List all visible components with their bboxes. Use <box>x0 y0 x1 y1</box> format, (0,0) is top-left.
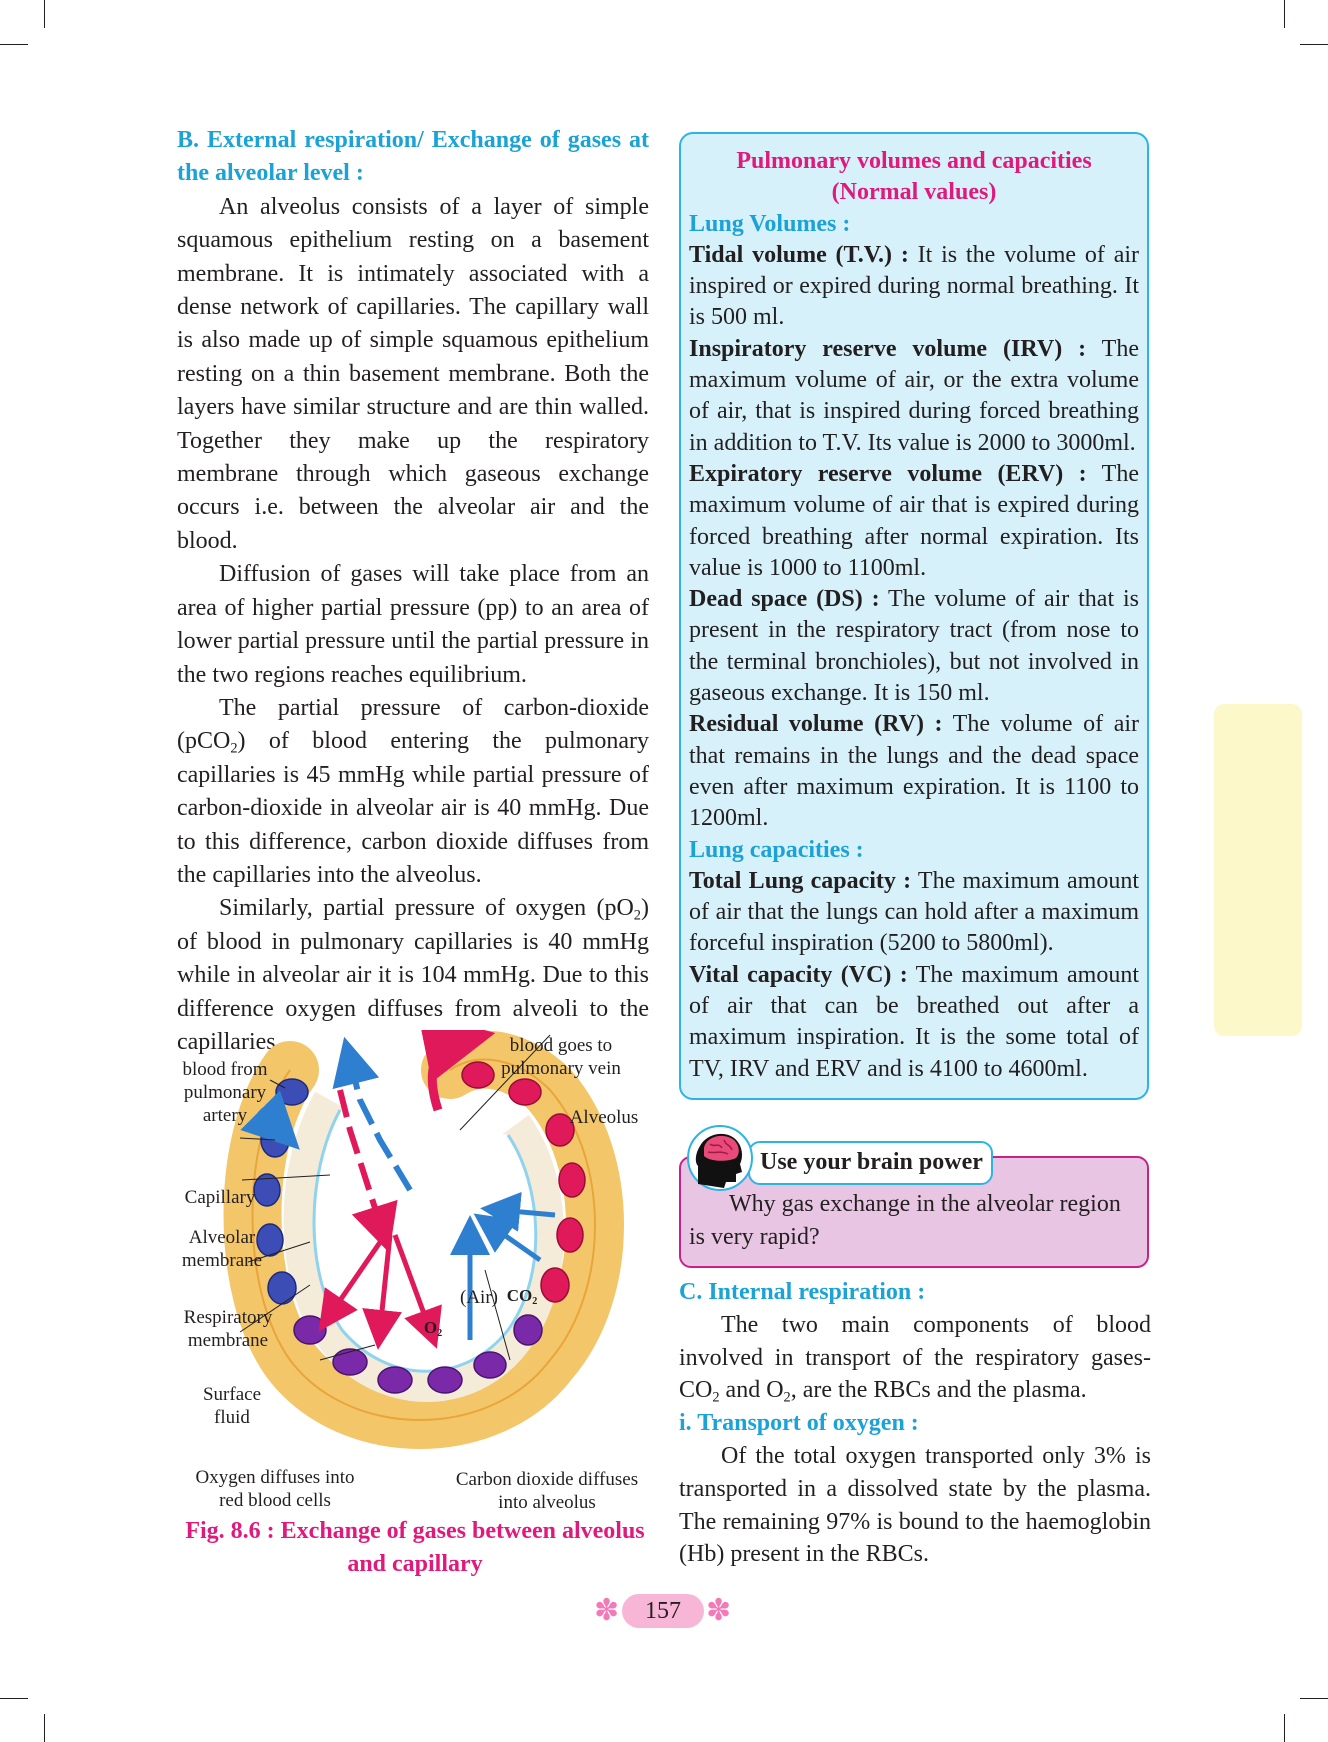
label-o2: $O_2$ <box>423 1318 443 1340</box>
definition-dead-space: Dead space (DS) : The volume of air that is present in the respiratory tract (from nose to the terminal bronchioles), but not involved in gaseous exchange. It is 150 ml. <box>689 586 1140 707</box>
label-surface-fluid: Surface fluid <box>202 1384 262 1428</box>
flower-ornament-icon: ✽ <box>594 1594 620 1627</box>
section-heading-b: B. External respiration/ Exchange of gases at the alveolar level : <box>177 127 649 187</box>
definition-residual-volume: Residual volume (RV) : The volume of air that remains in the lungs and the dead space even after maximum expiration. It is 1100 to 1200ml. <box>689 711 1140 832</box>
section-heading-transport-oxygen: i. Transport of oxygen : <box>679 1410 919 1437</box>
paragraph: The two main components of blood involved in transport of the respiratory gases- $CO_2$ and $O_2$, are the RBCs and the plasma. <box>679 1311 1151 1406</box>
label-oxygen-diffuses: Oxygen diffuses into red blood cells <box>195 1467 355 1511</box>
brain-head-icon <box>684 1122 754 1192</box>
section-heading-c: C. Internal respiration : <box>679 1279 926 1305</box>
rbc <box>559 1163 585 1197</box>
crop-mark <box>0 1698 28 1699</box>
paragraph: Diffusion of gases will take place from an area of higher partial pressure (pp) to an area of lower partial pressure until the partial pressure in the two regions reaches equilibrium. <box>177 561 649 688</box>
rbc <box>462 1062 494 1088</box>
rbc <box>333 1349 367 1375</box>
rbc <box>268 1272 296 1304</box>
crop-mark <box>1300 44 1328 45</box>
rbc <box>514 1315 542 1345</box>
crop-mark <box>44 0 45 28</box>
rbc <box>294 1316 326 1344</box>
subheading-lung-volumes: Lung Volumes : <box>689 210 851 237</box>
definition-irv: Inspiratory reserve volume (IRV) : The maximum volume of air, or the extra volume of air, that is inspired during forced breathing in addition to T.V. Its value is 2000 to 3000ml. <box>689 335 1139 456</box>
definition-erv: Expiratory reserve volume (ERV) : The maximum volume of air that is expired during forced breathing after normal expiration. Its value is 1000 to 1100ml. <box>689 460 1139 581</box>
rbc <box>378 1367 412 1393</box>
definition-total-lung-capacity: Total Lung capacity : The maximum amount of air that the lungs can hold after a maximum forceful inspiration (5200 to 5800ml). <box>689 867 1139 957</box>
rbc <box>474 1352 506 1378</box>
label-blood-goes: blood goes to pulmonary vein <box>501 1035 621 1079</box>
box-title: Pulmonary volumes and capacities (Normal values) <box>736 148 1092 206</box>
paragraph: The partial pressure of carbon-dioxide (pCO$_2$) of blood entering the pulmonary capillaries is 45 mmHg while partial pressure of carbon-dioxide in alveolar air is 40 mmHg. Due to this difference, carbon dioxide diffuses from the capillaries into the alveolus. <box>177 694 649 888</box>
label-co2: $CO_2$ <box>506 1286 538 1308</box>
crop-mark <box>44 1714 45 1742</box>
subheading-lung-capacities: Lung capacities : <box>689 836 864 863</box>
rbc <box>509 1079 541 1105</box>
lower-right-column <box>679 1276 1151 1571</box>
rbc <box>276 1079 308 1105</box>
paragraph: Similarly, partial pressure of oxygen $(pO_2)$ of blood in pulmonary capillaries is 40 mmHg while in alveolar air it is 104 mmHg. Due to this difference oxygen diffuses from alveoli to the capillaries. <box>177 895 649 1055</box>
chapter-side-tab <box>1214 704 1302 1036</box>
left-column <box>177 124 649 1059</box>
pulmonary-volumes-box <box>679 132 1149 1100</box>
definition-vital-capacity: Vital capacity (VC) : The maximum amount of air that can be breathed out after a maximum inspiration. It is the some total of TV, IRV and ERV and is 4100 to 4600ml. <box>689 961 1139 1082</box>
rbc <box>541 1268 569 1302</box>
definition-tidal-volume: Tidal volume (T.V.) : It is the volume of air inspired or expired during normal breathing. It is 500 ml. <box>689 241 1140 331</box>
crop-mark <box>1284 0 1285 28</box>
label-alveolus: Alveolus <box>569 1107 639 1128</box>
figure-caption: Fig. 8.6 : Exchange of gases between alveolus and capillary <box>185 1518 645 1577</box>
label-alveolar-membrane: Alveolar membrane <box>181 1227 263 1271</box>
paragraph: An alveolus consists of a layer of simple squamous epithelium resting on a basement membrane. It is intimately associated with a dense network of capillaries. The capillary wall is also made up of simple squamous epithelium resting on a thin basement membrane. Both the layers have similar structure and are thin walled. Together they make up the respiratory membrane through which gaseous exchange occurs i.e. between the alveolar air and the blood. <box>177 193 649 554</box>
page-number: 157 <box>622 1594 704 1628</box>
rbc <box>428 1367 462 1393</box>
label-capillary: Capillary <box>184 1187 256 1208</box>
rbc <box>557 1218 583 1252</box>
label-co2-diffuses: Carbon dioxide diffuses into alveolus <box>455 1469 639 1513</box>
label-respiratory-membrane: Respiratory membrane <box>183 1307 273 1351</box>
crop-mark <box>0 44 28 45</box>
brain-question: Why gas exchange in the alveolar region is very rapid? <box>689 1191 1121 1250</box>
label-blood-from: blood from pulmonary artery <box>182 1059 268 1126</box>
crop-mark <box>1284 1714 1285 1742</box>
crop-mark <box>1300 1698 1328 1699</box>
flower-ornament-icon: ✽ <box>706 1594 732 1627</box>
label-air: (Air) <box>460 1287 498 1308</box>
paragraph: Of the total oxygen transported only 3% is transported in a dissolved state by the plasma. The remaining 97% is bound to the haemoglobin (Hb) present in the RBCs. <box>679 1442 1151 1568</box>
brain-power-label: Use your brain power <box>748 1141 993 1185</box>
